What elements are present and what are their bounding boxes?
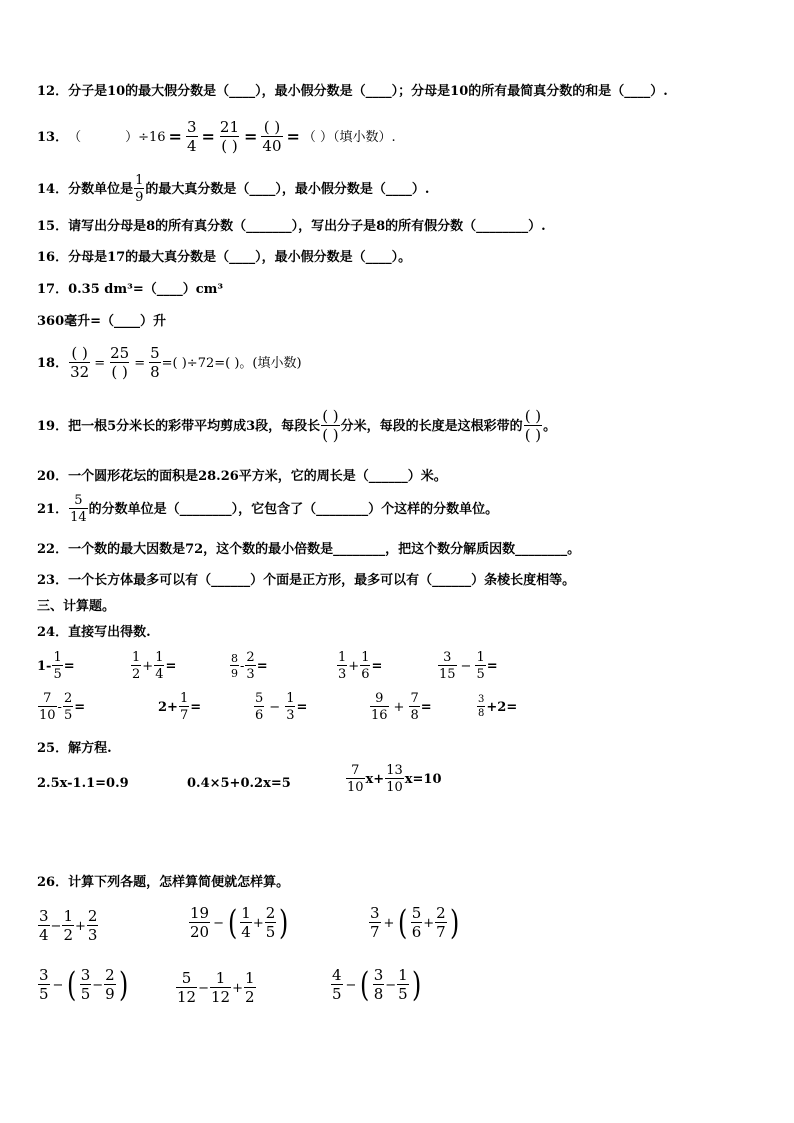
question-15: 15．请写出分母是8的所有真分数（_______），写出分子是8的所有假分数（________）. <box>37 219 546 234</box>
calc26-d: $\frac{3}{5}$ − ( $\frac{3}{5}$ − $\frac{2}{9}$ ) <box>39 965 128 1005</box>
q19-mid: 分米，每段的长度是这根彩带的 <box>340 418 523 434</box>
q13-number: 13． <box>37 129 69 145</box>
question-17b: 360毫升=（____）升 <box>37 314 167 329</box>
q18-number: 18． <box>37 355 69 371</box>
question-24: 24．直接写出得数. <box>37 625 151 640</box>
q19-end: 。 <box>543 418 557 434</box>
calc26-b: $\frac{19}{20}$ − ( $\frac{1}{4}$ + $\frac{2}{5}$ ) <box>190 903 289 943</box>
calc24-r1c4: $\frac{1}{3}$ + $\frac{1}{6}$ = <box>338 650 383 682</box>
calc24-r1c1: 1- $\frac{1}{5}$ = <box>37 650 75 682</box>
q19-pre: 19．把一根5分米长的彩带平均剪成3段，每段长 <box>37 418 321 434</box>
calc24-r1c3: $\frac{8}{9}$ - $\frac{2}{3}$ = <box>231 650 268 682</box>
question-14 <box>37 174 429 204</box>
q13-frac1: $\frac{3}{4}$ <box>186 118 197 155</box>
q21-frac: $\frac{5}{14}$ <box>70 493 87 525</box>
question-20: 20．一个圆形花坛的面积是28.26平方米，它的周长是（______）米。 <box>37 469 447 484</box>
calc24-r1c5: $\frac{3}{15}$ − $\frac{1}{5}$ = <box>439 650 498 682</box>
question-19 <box>37 409 556 443</box>
q18-frac1: $\frac{( )}{32}$ <box>70 344 90 381</box>
q13-frac3: $\frac{( )}{40}$ <box>262 118 282 155</box>
calc24-r2c3: $\frac{5}{6}$ − $\frac{1}{3}$ = <box>255 691 308 723</box>
calc24-r2c5: $\frac{3}{8}$ +2= <box>478 694 518 719</box>
question-25: 25．解方程. <box>37 741 112 756</box>
calc24-r2c1: $\frac{7}{10}$ - $\frac{2}{5}$ = <box>39 691 86 723</box>
q18-frac3: $\frac{5}{8}$ <box>150 344 160 381</box>
q21-number: 21． <box>37 501 69 517</box>
q13-open: （ <box>68 129 82 145</box>
calc26-f: $\frac{4}{5}$ − ( $\frac{3}{8}$ − $\frac{1}{5}$ ) <box>332 965 421 1005</box>
question-22: 22．一个数的最大因数是72，这个数的最小倍数是________，把这个数分解质因数________。 <box>37 542 581 557</box>
calc24-r2c4: $\frac{9}{16}$ + $\frac{7}{8}$ = <box>371 691 432 723</box>
question-26: 26．计算下列各题，怎样算简便就怎样算。 <box>37 875 290 890</box>
q14-frac: $\frac{1}{9}$ <box>135 173 144 205</box>
q13-eq2: = <box>201 127 215 146</box>
q13-eq3: = <box>244 127 258 146</box>
question-17a: 17．0.35 dm³=（____）cm³ <box>37 282 224 297</box>
equation-3: $\frac{7}{10}$ x+ $\frac{13}{10}$ x=10 <box>347 763 442 795</box>
calc24-r2c2: 2+ $\frac{1}{7}$ = <box>158 691 202 723</box>
q18-tail: =( )÷72=( )。(填小数) <box>161 355 302 371</box>
question-21 <box>37 494 498 524</box>
q21-post: 的分数单位是（________），它包含了（________）个这样的分数单位。 <box>88 501 499 517</box>
q14-post: 的最大真分数是（____），最小假分数是（____）. <box>145 181 430 197</box>
calc26-e: $\frac{5}{12}$ − $\frac{1}{12}$ + $\frac{1}{2}$ <box>177 969 255 1006</box>
q13-eq4: = <box>286 127 300 146</box>
q19-frac1: $\frac{( )}{( )}$ <box>322 407 339 444</box>
q13-frac2: $\frac{21}{( )}$ <box>219 118 239 155</box>
equation-1: 2.5x-1.1=0.9 <box>37 776 129 791</box>
question-23: 23．一个长方体最多可以有（______）个面是正方形，最多可以有（______）条棱长度相等。 <box>37 573 576 588</box>
q13-eq1: = <box>168 127 182 146</box>
q18-frac2: $\frac{25}{( )}$ <box>110 344 130 381</box>
q13-tail: （ ）（填小数）. <box>302 129 396 145</box>
calc26-a: $\frac{3}{4}$ − $\frac{1}{2}$ + $\frac{2}{3}$ <box>39 907 98 944</box>
question-18: 18． $\frac{( )}{32}$ = $\frac{25}{( )}$ = $\frac{5}{8}$ =( )÷72=( )。(填小数) <box>37 344 302 381</box>
calc26-c: $\frac{3}{7}$ + ( $\frac{5}{6}$ + $\frac{2}{7}$ ) <box>370 903 459 943</box>
equation-2: 0.4×5+0.2x=5 <box>187 776 291 791</box>
section-3-heading: 三、计算题。 <box>37 599 116 614</box>
question-12: 12．分子是10的最大假分数是（____），最小假分数是（____）；分母是10的所有最简真分数的和是（____）. <box>37 84 668 99</box>
q14-pre: 14．分数单位是 <box>37 181 134 197</box>
calc24-r1c2: $\frac{1}{2}$ + $\frac{1}{4}$ = <box>132 650 177 682</box>
q13-div16: ）÷16 <box>125 129 166 145</box>
question-13 <box>37 120 396 154</box>
question-16: 16．分母是17的最大真分数是（____），最小假分数是（____）。 <box>37 250 412 265</box>
q19-frac2: $\frac{( )}{( )}$ <box>524 407 542 444</box>
